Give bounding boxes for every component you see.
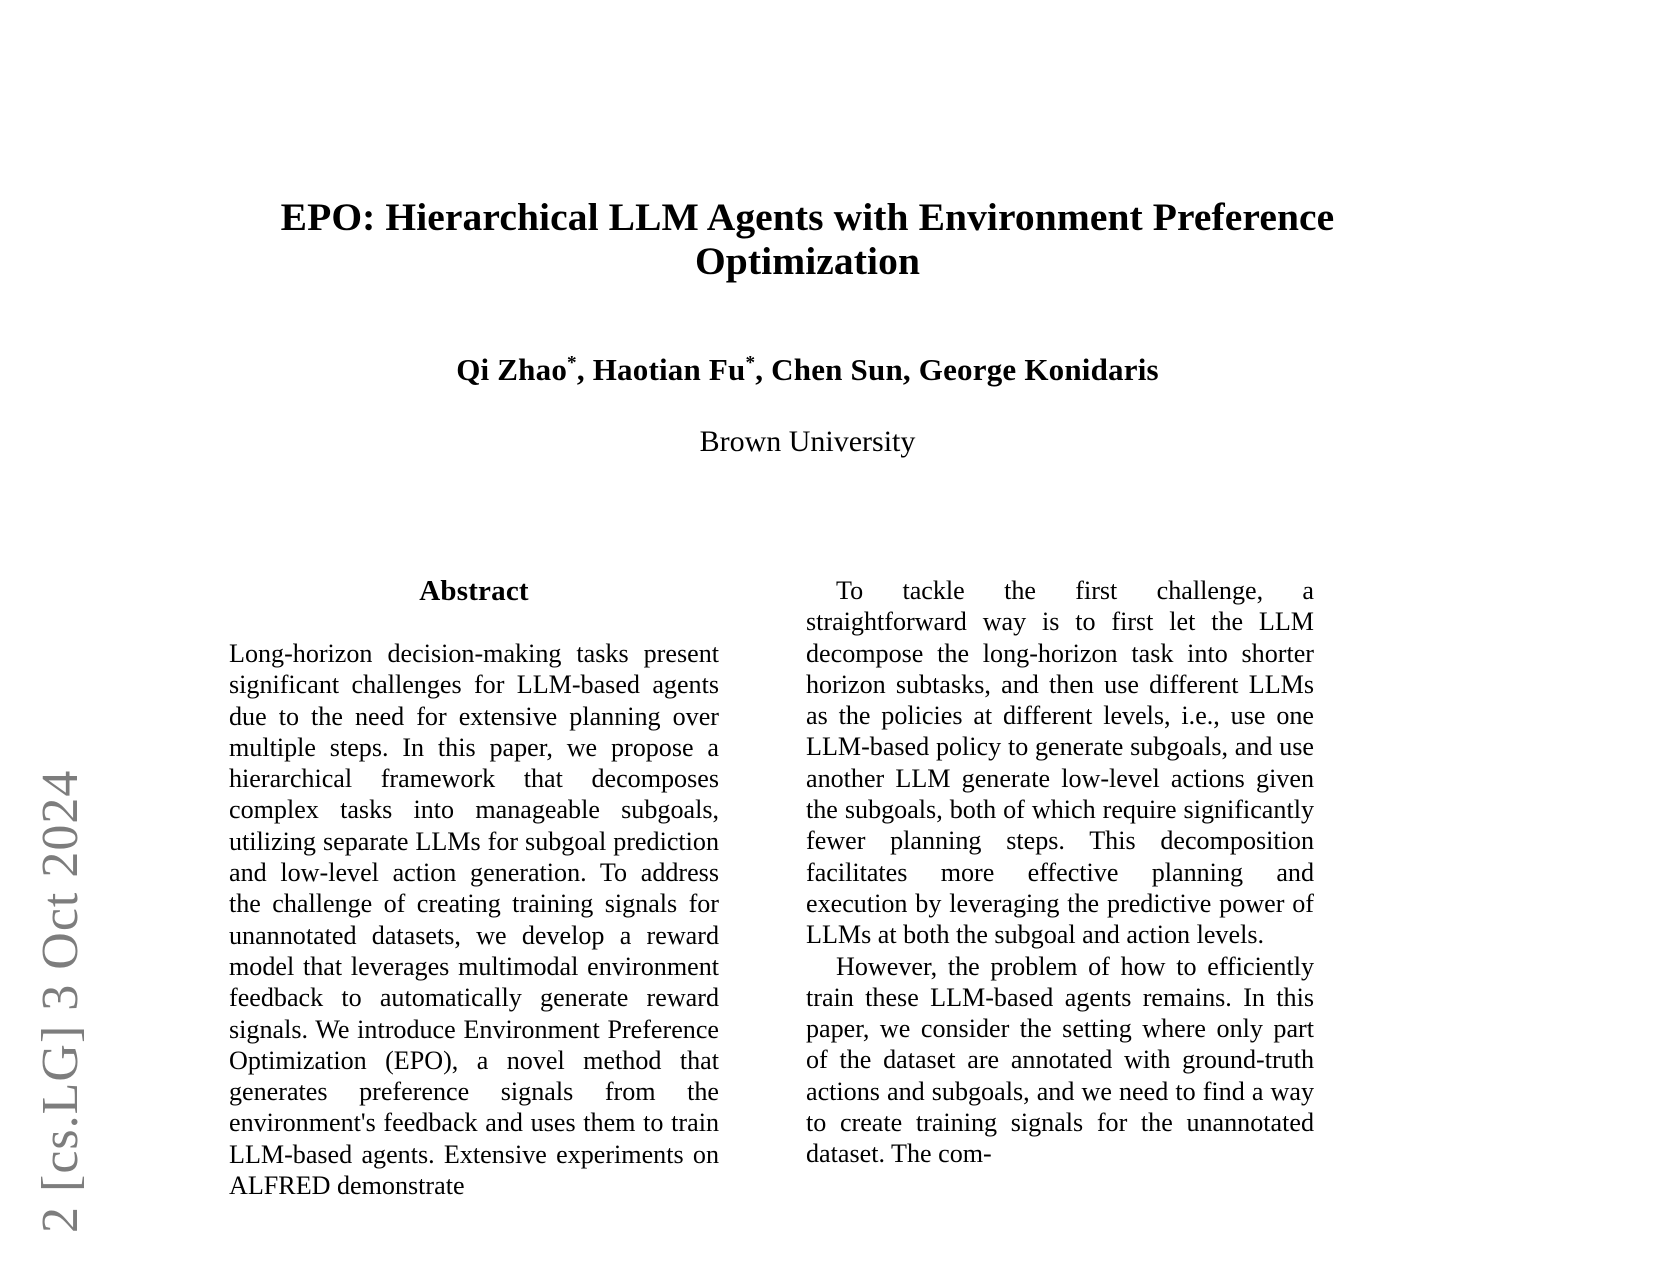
author-list [229,352,1386,388]
column-left [229,575,719,1201]
column-right [806,575,1314,1170]
affiliation: Brown University [699,425,916,458]
author-qi-zhao: Qi Zhao [456,352,568,387]
author-footnote-marker-1: * [567,352,577,374]
author-footnote-marker-2: * [745,352,756,374]
intro-paragraph-2: However, the problem of how to efficiently train these LLM-based agents remains. In this paper, we consider the setting where only part of the dataset are annotated with ground-truth actions and subgoals, and we need to find a way to create training signals for the unannotated dataset. The com- [806,951,1314,1169]
intro-paragraph-1: To tackle the first challenge, a straightforward way is to first let the LLM decompose the long-horizon task into shorter horizon subtasks, and then use different LLMs as the policies at different levels, i.e., use one LLM-based policy to generate subgoals, and use another LLM generate low-level actions given the subgoals, both of which require significantly fewer planning steps. This decomposition facilitates more effective planning and execution by leveraging the predictive power of LLMs at both the subgoal and action levels. [806,576,1314,950]
arxiv-stamp [0,0,120,1241]
abstract-text: Long-horizon decision-making tasks present significant challenges for LLM-based agents due to the need for extensive planning over multiple steps. In this paper, we propose a hierarchical framework that decomposes complex tasks into manageable subgoals, utilizing separate LLMs for subgoal prediction and low-level action generation. To address the challenge of creating training signals for unannotated datasets, we develop a reward model that leverages multimodal environment feedback to automatically generate reward signals. We introduce Environment Preference Optimization (EPO), a novel method that generates preference signals from the environment's feedback and uses them to train LLM-based agents. Extensive experiments on ALFRED demonstrate [229,639,719,1201]
abstract-heading: Abstract [419,575,529,607]
author-haotian-fu: , Haotian Fu [576,352,746,387]
arxiv-stamp-text: 2 [cs.LG] 3 Oct 2024 [31,769,89,1233]
body-columns [229,575,1386,1275]
author-rest: , Chen Sun, George Konidaris [755,352,1159,387]
title-block [229,195,1386,283]
page-title: EPO: Hierarchical LLM Agents with Environment Preference Optimization [280,195,1335,284]
